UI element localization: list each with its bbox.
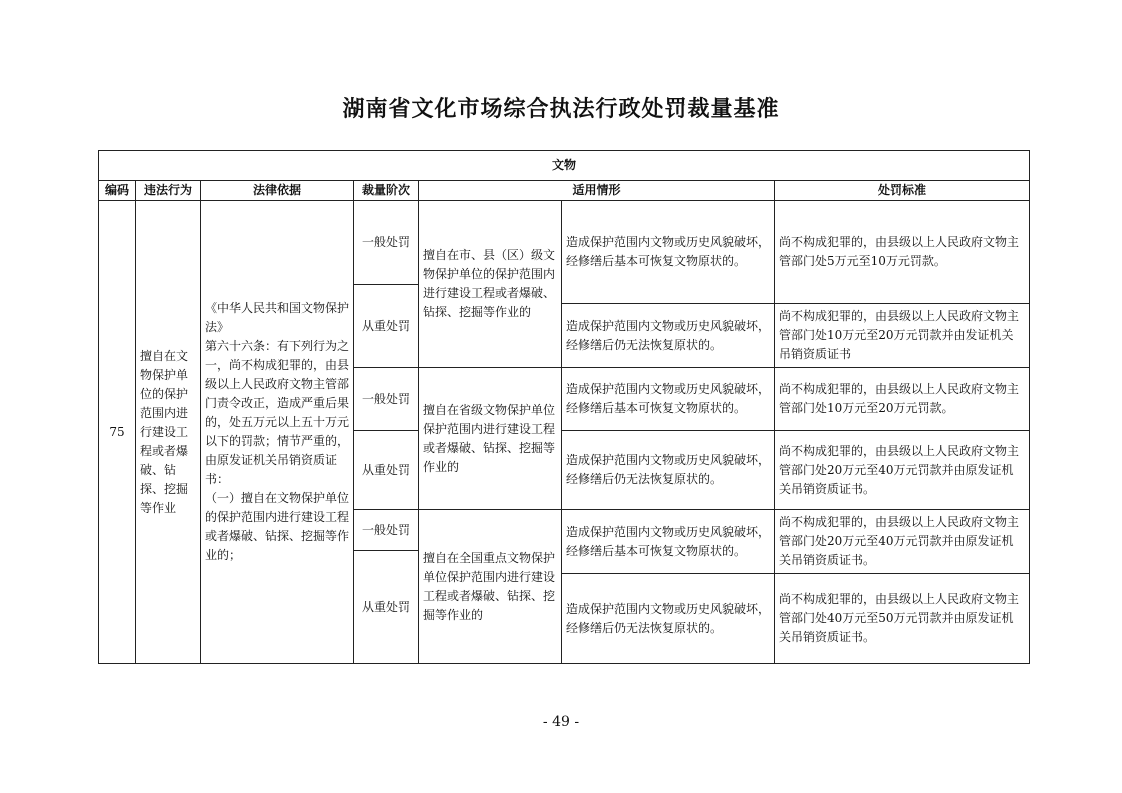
page-title: 湖南省文化市场综合执法行政处罚裁量基准 xyxy=(342,97,780,122)
penalty-cell xyxy=(774,430,1030,510)
row-violation xyxy=(135,200,201,664)
penalty-cell xyxy=(774,573,1030,664)
header-situation: 适用情形 xyxy=(418,180,775,201)
situation-cell xyxy=(561,573,775,664)
scope-text: 擅自在全国重点文物保护单位保护范围内进行建设工程或者爆破、钻探、挖掘等作业的 xyxy=(423,550,556,622)
scope-cell xyxy=(418,200,562,368)
penalty-cell xyxy=(774,200,1030,304)
penalty-text: 尚不构成犯罪的，由县级以上人民政府文物主管部门处10万元至20万元罚款并由发证机关吊销资质证书 xyxy=(779,309,1020,361)
situation-text: 造成保护范围内文物或历史风貌破坏，经修缮后仍无法恢复原状的。 xyxy=(566,453,771,486)
header-level: 裁量阶次 xyxy=(353,180,419,201)
situation-text: 造成保护范围内文物或历史风貌破坏，经修缮后基本可恢复文物原状的。 xyxy=(566,382,771,415)
level-cell: 一般处罚 xyxy=(353,509,419,551)
scope-cell xyxy=(418,509,562,664)
situation-cell xyxy=(561,430,775,510)
row-legal-basis xyxy=(200,200,354,664)
situation-text: 造成保护范围内文物或历史风貌破坏，经修缮后仍无法恢复原状的。 xyxy=(566,601,771,635)
level-cell: 从重处罚 xyxy=(353,430,419,510)
penalty-cell xyxy=(774,367,1030,431)
header-violation: 违法行为 xyxy=(135,180,201,201)
header-code: 编码 xyxy=(98,180,136,201)
header-penalty: 处罚标准 xyxy=(774,180,1030,201)
header-legal-basis: 法律依据 xyxy=(200,180,354,201)
legal-basis-text: 《中华人民共和国文物保护法》 第六十六条：有下列行为之一，尚不构成犯罪的，由县级以上人民政府文物主管部门责令改正，造成严重后果的，处五万元以上五十万元以下的罚款；情节严重的，由原发证机关吊销资质证书： （一）擅自在文物保护单位的保护范围内进行建设工程或者爆破、钻探、挖掘等作业的； xyxy=(205,301,350,562)
scope-cell xyxy=(418,367,562,510)
penalty-standard-table xyxy=(98,150,1030,664)
situation-cell xyxy=(561,367,775,431)
penalty-text: 尚不构成犯罪的，由县级以上人民政府文物主管部门处20万元至40万元罚款并由原发证机关吊销资质证书。 xyxy=(779,443,1020,496)
situation-cell xyxy=(561,200,775,304)
page-number: - 49 - xyxy=(542,714,580,730)
penalty-cell xyxy=(774,509,1030,574)
level-cell: 一般处罚 xyxy=(353,367,419,431)
level-cell: 从重处罚 xyxy=(353,284,419,368)
level-cell: 从重处罚 xyxy=(353,550,419,664)
section-header: 文物 xyxy=(98,150,1030,181)
penalty-text: 尚不构成犯罪的，由县级以上人民政府文物主管部门处5万元至10万元罚款。 xyxy=(779,235,1020,268)
situation-cell xyxy=(561,303,775,368)
penalty-text: 尚不构成犯罪的，由县级以上人民政府文物主管部门处20万元至40万元罚款并由原发证机关吊销资质证书。 xyxy=(779,515,1020,567)
scope-text: 擅自在市、县（区）级文物保护单位的保护范围内进行建设工程或者爆破、钻探、挖掘等作业的 xyxy=(423,248,556,319)
penalty-cell xyxy=(774,303,1030,368)
situation-cell xyxy=(561,509,775,574)
row-code: 75 xyxy=(98,200,136,664)
level-cell: 一般处罚 xyxy=(353,200,419,285)
situation-text: 造成保护范围内文物或历史风貌破坏，经修缮后基本可恢复文物原状的。 xyxy=(566,524,771,558)
penalty-text: 尚不构成犯罪的，由县级以上人民政府文物主管部门处10万元至20万元罚款。 xyxy=(779,382,1020,415)
situation-text: 造成保护范围内文物或历史风貌破坏，经修缮后仍无法恢复原状的。 xyxy=(566,318,771,352)
scope-text: 擅自在省级文物保护单位保护范围内进行建设工程或者爆破、钻探、挖掘等作业的 xyxy=(423,402,556,474)
violation-text: 擅自在文物保护单位的保护范围内进行建设工程或者爆破、钻探、挖掘等作业 xyxy=(140,348,189,515)
situation-text: 造成保护范围内文物或历史风貌破坏，经修缮后基本可恢复文物原状的。 xyxy=(566,235,771,268)
penalty-text: 尚不构成犯罪的，由县级以上人民政府文物主管部门处40万元至50万元罚款并由原发证机关吊销资质证书。 xyxy=(779,592,1020,644)
